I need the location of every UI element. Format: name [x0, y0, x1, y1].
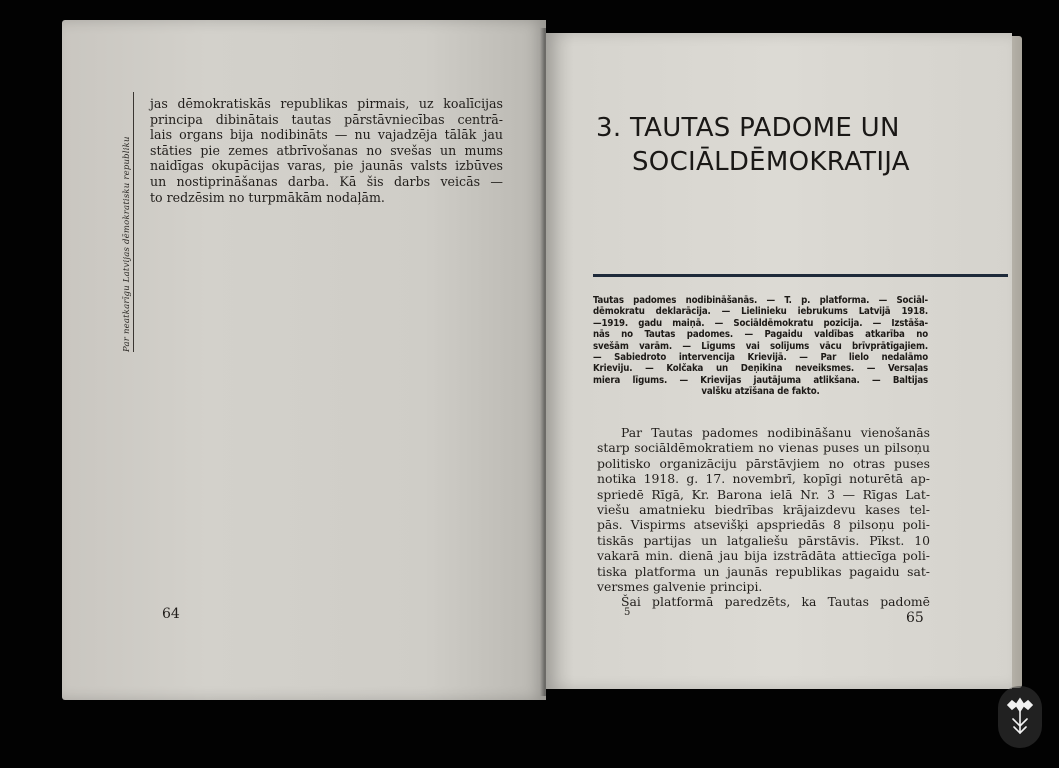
text-line: viešu amatnieku biedrības krājaizdevu kases tel- [597, 502, 930, 518]
text-line: principa dibinātais tautas pārstāvniecības centrā- [150, 111, 503, 127]
chapter-title-line: 3. TAUTAS PADOME UN [596, 113, 900, 143]
right-page [546, 33, 1012, 689]
running-head-rule [133, 92, 134, 352]
summary-line: Krieviju. — Kolčaka un Deņikina neveiksmes. — Versaļas [593, 363, 928, 375]
text-line: Par Tautas padomes nodibināšanu vienošanās [621, 425, 930, 440]
text-line: tiskās partijas un latgaliešu pārstāvis. Pīkst. 10 [597, 532, 930, 548]
text-line: to redzēsim no turpmākām nodaļām. [150, 189, 385, 205]
text-line: jas dēmokratiskās republikas pirmais, uz koalīcijas [150, 96, 503, 111]
left-page [62, 20, 546, 700]
chapter-summary [593, 295, 928, 398]
text-line: un nostiprināšanas darba. Kā šis darbs veicās — [150, 173, 503, 189]
text-line: vakarā min. dienā jau bija izstrādāta attiecīga poli- [597, 548, 930, 564]
text-line: versmes galvenie principi. [597, 579, 763, 595]
text-line: spriedē Rīgā, Kr. Barona ielā Nr. 3 — Rīgas Lat- [597, 486, 930, 502]
summary-line: nās no Tautas padomes. — Pagaidu valdības atkarība no [593, 329, 928, 341]
heading-divider [593, 274, 1008, 277]
left-page-text [150, 96, 503, 205]
text-line: Šai platformā paredzēts, ka Tautas padomē [621, 594, 930, 610]
text-line: stāties pie zemes atbrīvošanas no svešas un mums [150, 142, 503, 158]
text-line: starp sociāldēmokratiem no vienas puses un pilsoņu [597, 440, 930, 456]
summary-line: —1919. gadu maiņā. — Sociāldēmokratu pozicija. — Izstāša- [593, 317, 928, 329]
text-line: politisko organizāciju pārstāvjiem no otras puses [597, 455, 930, 471]
summary-line: Tautas padomes nodibināšanās. — T. p. platforma. — Sociāl- [593, 295, 928, 306]
page-number-left: 64 [162, 606, 180, 622]
watermark-badge [998, 686, 1042, 748]
running-head: Par neatkarīgu Latvijas dēmokratisku republiku [122, 136, 132, 352]
summary-line: valšku atzīšana de fakto. [701, 386, 820, 398]
chapter-title [596, 111, 910, 179]
summary-line: — Sabiedroto intervencija Krievijā. — Par lielo nedalāmo [593, 352, 928, 364]
flower-logo-icon [1005, 695, 1035, 739]
summary-line: svešām varām. — Līgums vai solījums vācu brīvprātīgajiem. [593, 340, 928, 352]
summary-line: dēmokratu deklarācija. — Lielinieku iebrukums Latvijā 1918. [593, 306, 928, 318]
page-number-right: 65 [906, 610, 924, 626]
text-line: notika 1918. g. 17. novembrī, kopīgi noturētā ap- [597, 471, 930, 487]
text-line: lais organs bija nodibināts — nu vajadzēja tālāk jau [150, 127, 503, 143]
chapter-title-line: SOCIĀLDĒMOKRATIJA [632, 147, 910, 177]
right-page-text [597, 425, 930, 610]
summary-line: miera līgums. — Krievijas jautājuma atlikšana. — Baltijas [593, 374, 928, 386]
text-line: naidīgas okupācijas varas, pie jaunās valsts izbūves [150, 158, 503, 174]
text-line: tiska platforma un jaunās republikas pagaidu sat- [597, 563, 930, 579]
text-line: pās. Vispirms atsevišķi apspriedās 8 pilsoņu poli- [597, 517, 930, 533]
signature-mark: 5 [624, 607, 631, 618]
